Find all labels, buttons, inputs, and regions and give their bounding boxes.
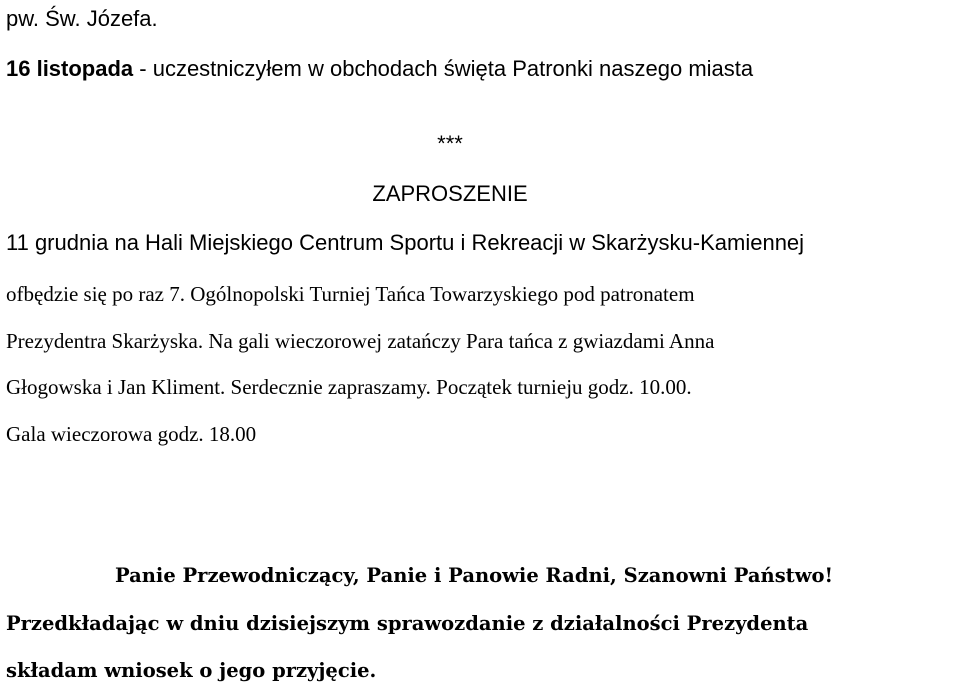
closing-request-line: składam wniosek o jego przyjęcie.	[6, 659, 377, 682]
november-description: - uczestniczyłem w obchodach święta Patronki naszego miasta	[133, 56, 754, 81]
closing-salutation: Panie Przewodniczący, Panie i Panowie Radni, Szanowni Państwo!	[114, 564, 834, 587]
invitation-line-5: Gala wieczorowa godz. 18.00	[6, 422, 257, 446]
closing-report-line: Przedkładając w dniu dzisiejszym sprawozdanie z działalności Prezydenta	[6, 612, 809, 635]
invitation-line-4: Głogowska i Jan Kliment. Serdecznie zapraszamy. Początek turnieju godz. 10.00.	[6, 375, 692, 399]
invitation-line-1: 11 grudnia na Hali Miejskiego Centrum Sportu i Rekreacji w Skarżysku-Kamiennej	[6, 230, 805, 255]
invitation-heading: ZAPROSZENIE	[372, 181, 528, 206]
text-line-november	[6, 56, 753, 82]
text-line-patron: pw. Św. Józefa.	[6, 6, 158, 31]
invitation-line-3: Prezydentra Skarżyska. Na gali wieczorowej zatańczy Para tańca z gwiazdami Anna	[6, 329, 715, 353]
separator-stars: ***	[437, 131, 463, 156]
invitation-line-2: ofbędzie się po raz 7. Ogólnopolski Turniej Tańca Towarzyskiego pod patronatem	[6, 282, 695, 306]
date-november: 16 listopada	[6, 56, 134, 81]
